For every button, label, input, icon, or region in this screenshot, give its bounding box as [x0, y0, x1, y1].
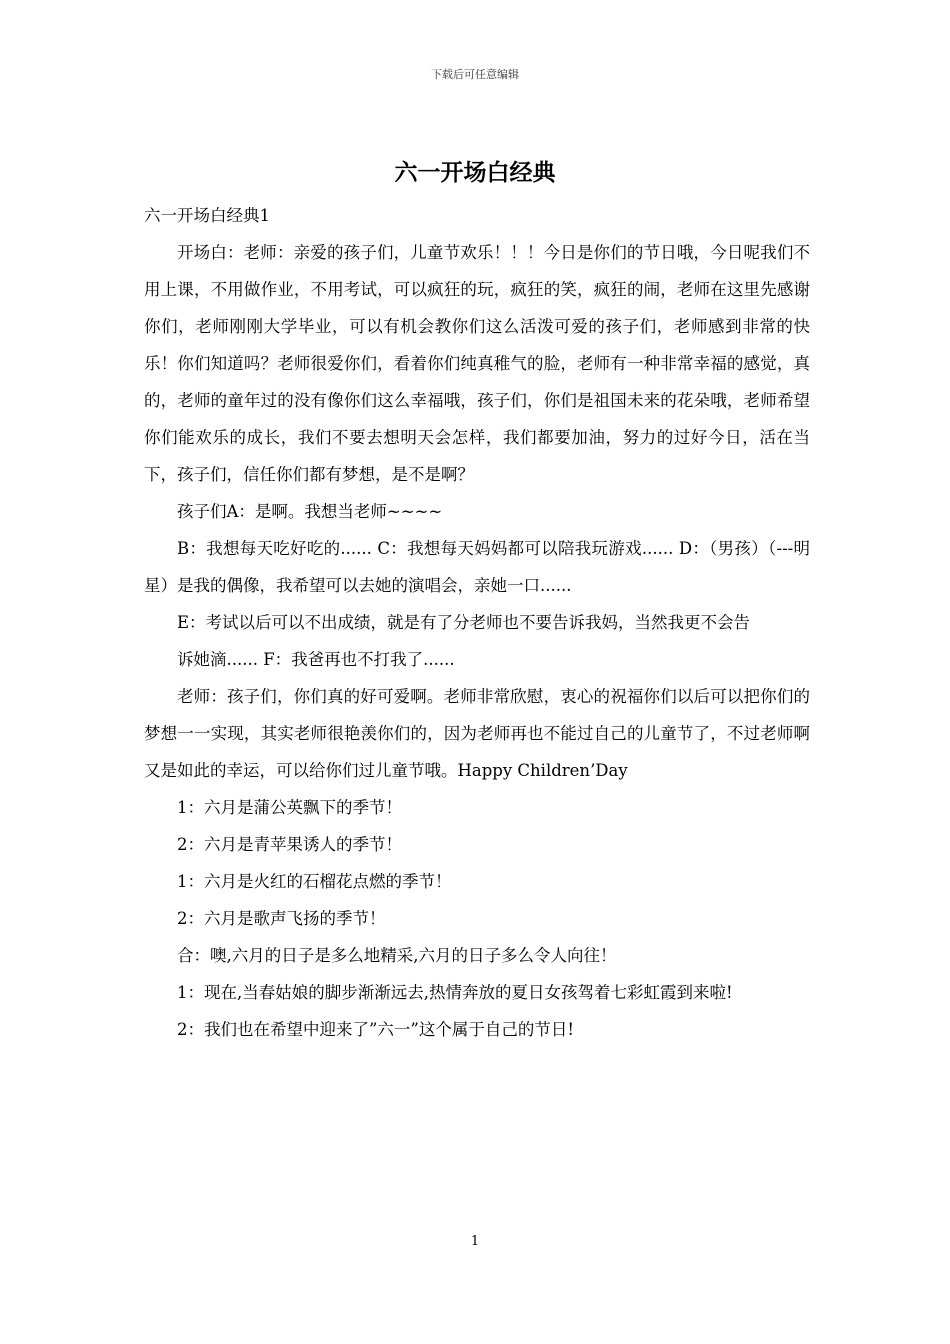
paragraph: 1：六月是蒲公英飘下的季节！ — [177, 798, 402, 817]
paragraph: 老师：孩子们，你们真的好可爱啊。老师非常欣慰，衷心的祝福你们以后可以把你们的梦想一一实现，其实老师很艳羡你们的，因为老师再也不能过自己的儿童节了，不过老师啊又是如此的幸运，可以给你们过儿童节哦。Happy Children’Day — [144, 687, 810, 780]
paragraph: 开场白：老师：亲爱的孩子们，儿童节欢乐！！！今日是你们的节日哦，今日呢我们不用上课，不用做作业，不用考试，可以疯狂的玩，疯狂的笑，疯狂的闹，老师在这里先感谢你们，老师刚刚大学毕业，可以有机会教你们这么活泼可爱的孩子们，老师感到非常的快乐！你们知道吗？老师很爱你们，看着你们纯真稚气的脸，老师有一种非常幸福的感觉，真的，老师的童年过的没有像你们这么幸福哦，孩子们，你们是祖国未来的花朵哦，老师希望你们能欢乐的成长，我们不要去想明天会怎样，我们都要加油，努力的过好今日，活在当下，孩子们，信任你们都有梦想，是不是啊？ — [144, 243, 810, 484]
paragraph: 1：六月是火红的石榴花点燃的季节！ — [177, 872, 452, 891]
paragraph: 1：现在,当春姑娘的脚步渐渐远去,热情奔放的夏日女孩驾着七彩虹霞到来啦! — [177, 983, 733, 1002]
document-body — [144, 197, 810, 1048]
paragraph: 孩子们A：是啊。我想当老师~~~~ — [177, 502, 443, 521]
paragraph: 2：六月是歌声飞扬的季节！ — [177, 909, 386, 928]
paragraph: 合：噢,六月的日子是多么地精采,六月的日子多么令人向往！ — [177, 946, 617, 965]
paragraph: 诉她滴...... F：我爸再也不打我了...... — [177, 650, 455, 669]
page-header: 下载后可任意编辑 — [431, 68, 519, 81]
paragraph: E：考试以后可以不出成绩，就是有了分老师也不要告诉我妈，当然我更不会告 — [177, 613, 751, 632]
paragraph: B：我想每天吃好吃的...... C：我想每天妈妈都可以陪我玩游戏...... D：（男孩）（---明星）是我的偶像，我希望可以去她的演唱会，亲她一口...... — [144, 539, 810, 595]
paragraph: 2：六月是青苹果诱人的季节！ — [177, 835, 402, 854]
page-number: 1 — [470, 1234, 480, 1249]
document-title: 六一开场白经典 — [394, 159, 556, 186]
paragraph: 2：我们也在希望中迎来了”六一”这个属于自己的节日! — [177, 1020, 574, 1039]
section-subtitle: 六一开场白经典1 — [144, 206, 270, 225]
